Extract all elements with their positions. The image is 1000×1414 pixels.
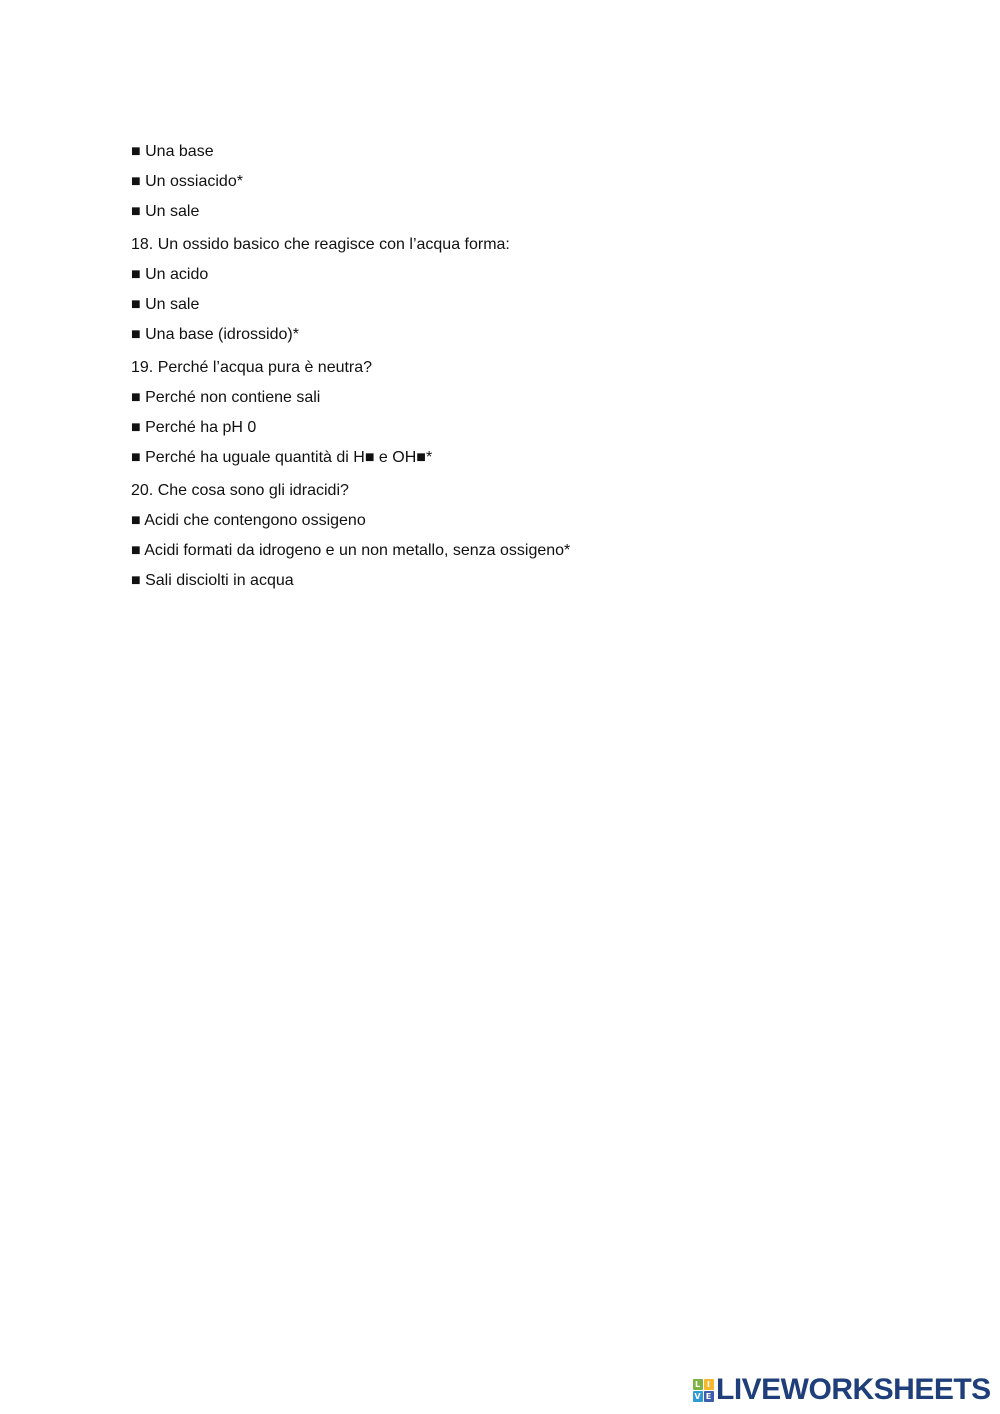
answer-option: ■ Perché ha pH 0	[131, 419, 257, 436]
answer-option: ■ Un ossiacido*	[131, 173, 243, 190]
answer-option: ■ Un acido	[131, 266, 209, 283]
answer-option: ■ Una base	[131, 143, 214, 160]
logo-mark-v: V	[694, 1391, 701, 1401]
question-20: 20. Che cosa sono gli idracidi?	[131, 482, 349, 499]
answer-option: ■ Acidi che contengono ossigeno	[131, 512, 366, 529]
answer-option: ■ Perché ha uguale quantità di H■ e OH■*	[131, 449, 433, 466]
answer-option: ■ Sali disciolti in acqua	[131, 572, 294, 589]
worksheet-content	[131, 141, 911, 600]
question-19: 19. Perché l’acqua pura è neutra?	[131, 359, 373, 376]
answer-option: ■ Acidi formati da idrogeno e un non metallo, senza ossigeno*	[131, 542, 571, 559]
answer-option: ■ Un sale	[131, 296, 200, 313]
logo-mark-e: E	[704, 1391, 714, 1402]
logo-mark-icon	[692, 1378, 714, 1402]
logo-text: LIVEWORKSHEETS	[716, 1373, 991, 1406]
logo-mark-l: L	[693, 1379, 703, 1390]
question-18: 18. Un ossido basico che reagisce con l’acqua forma:	[131, 236, 510, 253]
logo-mark-i: I	[704, 1379, 714, 1390]
answer-option: ■ Perché non contiene sali	[131, 389, 321, 406]
liveworksheets-logo	[692, 1374, 991, 1406]
answer-option: ■ Una base (idrossido)*	[131, 326, 299, 343]
answer-option: ■ Un sale	[131, 203, 200, 220]
